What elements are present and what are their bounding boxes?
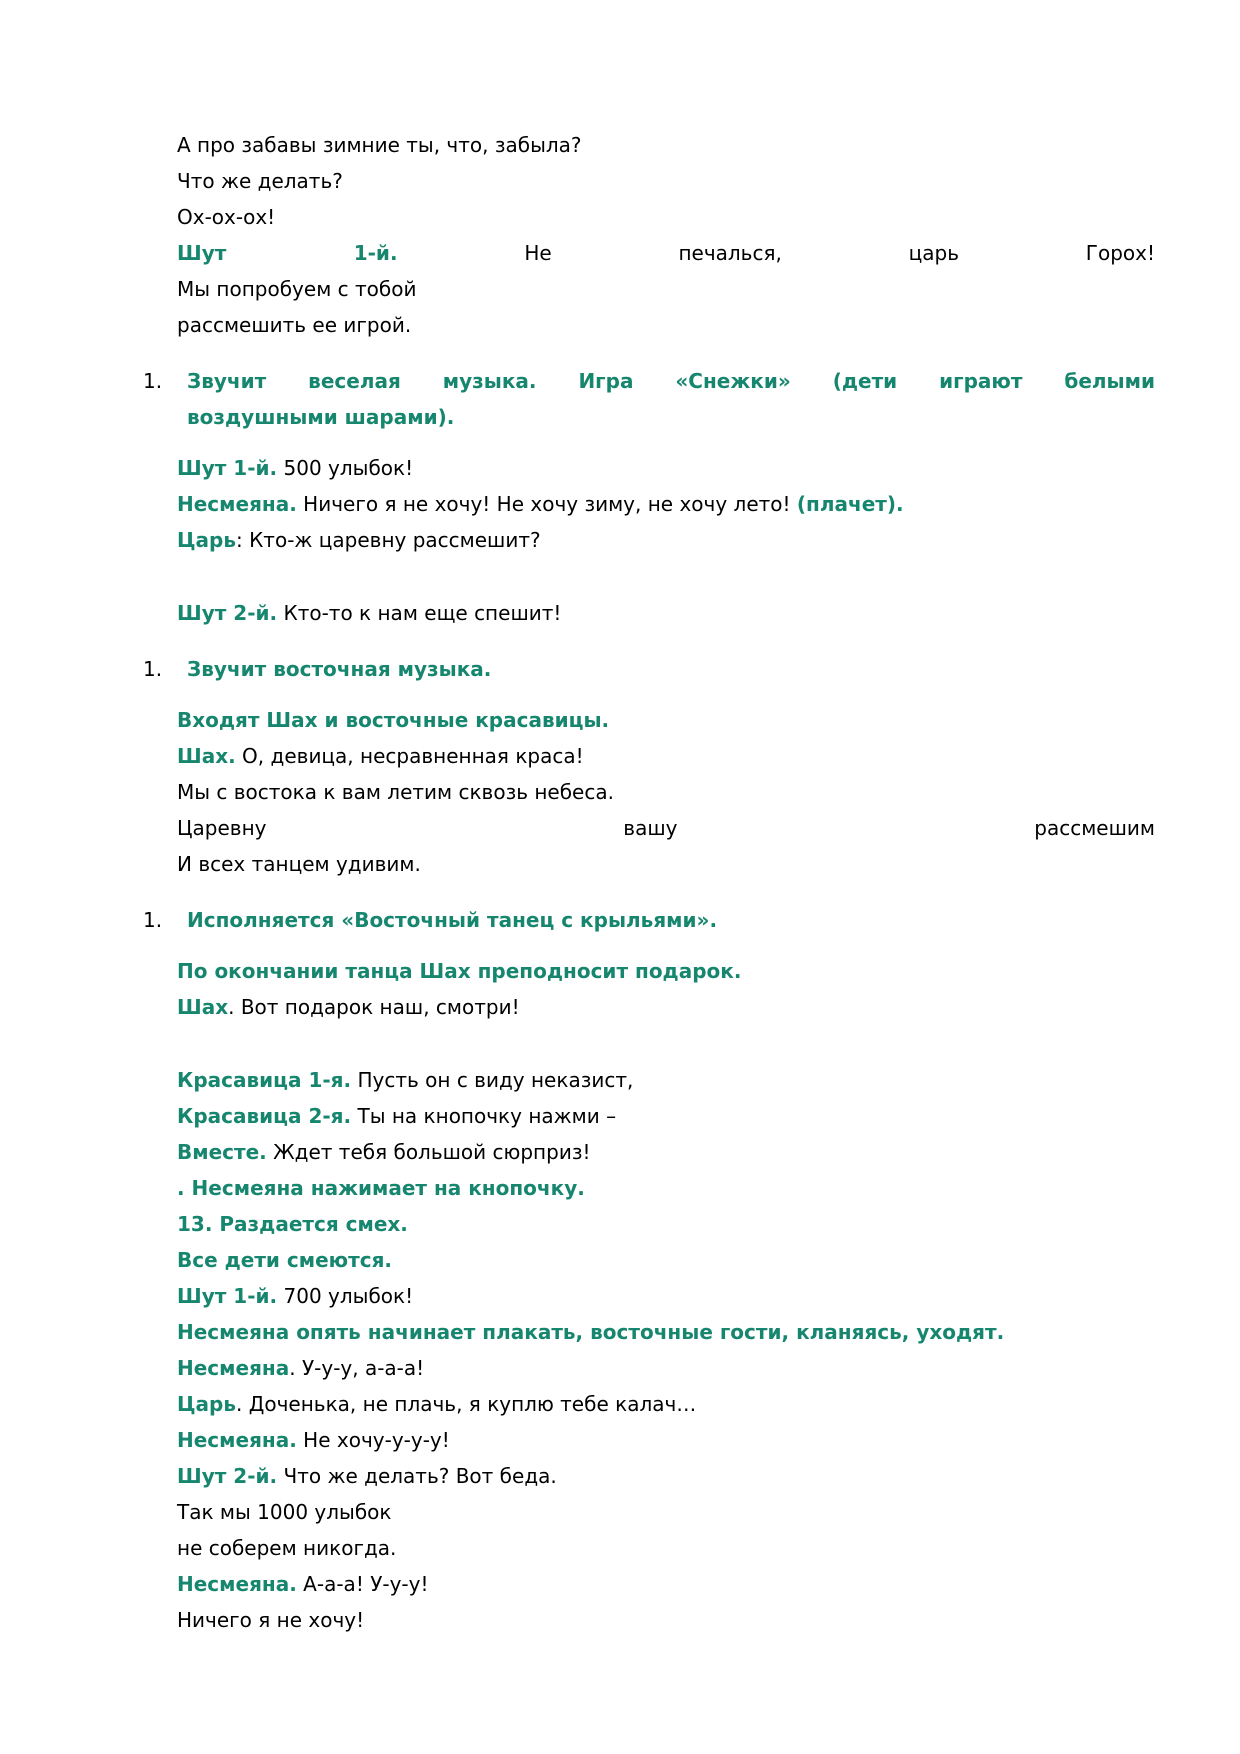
speaker-or-stage-text: Несмеяна. <box>177 492 297 516</box>
script-line <box>177 450 1155 486</box>
script-line <box>177 1062 1155 1098</box>
numbered-stage-direction <box>143 651 1155 687</box>
dialogue-text: 700 улыбок! <box>277 1284 414 1308</box>
dialogue-text: И всех танцем удивим. <box>177 852 421 876</box>
stage-direction-text <box>187 651 1155 687</box>
script-line <box>177 738 1155 774</box>
blank-line <box>177 558 1155 595</box>
script-line <box>187 902 1155 938</box>
list-number: 1. <box>143 369 163 393</box>
dialogue-text: А про забавы зимние ты, что, забыла? <box>177 133 582 157</box>
dialogue-text: . Доченька, не плачь, я куплю тебе калач… <box>236 1392 697 1416</box>
script-line <box>177 1602 1155 1638</box>
dialogue-text: Ох-ох-ох! <box>177 205 276 229</box>
dialogue-text: Мы попробуем с тобой <box>177 277 417 301</box>
script-line <box>177 1278 1155 1314</box>
dialogue-text: Кто-то к нам еще спешит! <box>277 601 562 625</box>
speaker-or-stage-text: (плачет). <box>796 492 904 516</box>
speaker-or-stage-text: Шах. <box>177 744 236 768</box>
script-line <box>177 271 1155 307</box>
list-number: 1. <box>143 908 163 932</box>
speaker-or-stage-text: Несмеяна опять начинает плакать, восточные гости, кланяясь, уходят. <box>177 1320 1005 1344</box>
script-line <box>177 1566 1155 1602</box>
script-line <box>177 595 1155 631</box>
script-line <box>177 1242 1155 1278</box>
script-line <box>177 774 1155 810</box>
dialogue-text: 500 улыбок! <box>277 456 414 480</box>
speaker-or-stage-text: Шут 2-й. <box>177 1464 278 1488</box>
speaker-or-stage-text: Входят Шах и восточные красавицы. <box>177 708 610 732</box>
dialogue-text: О, девица, несравненная краса! <box>235 744 584 768</box>
speaker-or-stage-text: Красавица 1-я. <box>177 1068 352 1092</box>
dialogue-text: . У-у-у, а-а-а! <box>289 1356 425 1380</box>
speaker-or-stage-text: Несмеяна <box>177 1356 290 1380</box>
stage-direction-text <box>187 902 1155 938</box>
speaker-or-stage-text: Шах <box>177 995 229 1019</box>
dialogue-text: Ничего я не хочу! <box>177 1608 365 1632</box>
script-line <box>177 307 1155 343</box>
script-line <box>177 235 1155 271</box>
script-line <box>177 163 1155 199</box>
script-line <box>177 1170 1155 1206</box>
script-line <box>177 702 1155 738</box>
speaker-or-stage-text: Все дети смеются. <box>177 1248 393 1272</box>
speaker-or-stage-text: Исполняется «Восточный танец с крыльями». <box>187 908 718 932</box>
script-line <box>177 127 1155 163</box>
dialogue-text: рассмешить ее игрой. <box>177 313 412 337</box>
speaker-or-stage-text: Шут 2-й. <box>177 601 278 625</box>
script-line <box>177 1206 1155 1242</box>
script-line <box>187 651 1155 687</box>
speaker-or-stage-text: Царь <box>177 528 237 552</box>
numbered-stage-direction <box>143 902 1155 938</box>
blank-line <box>177 1025 1155 1062</box>
dialogue-text: : Кто-ж царевну рассмешит? <box>236 528 541 552</box>
dialogue-text: Царевну вашу рассмешим <box>177 816 1155 840</box>
speaker-or-stage-text: Шут 1-й. <box>177 1284 278 1308</box>
dialogue-text: Ты на кнопочку нажми – <box>351 1104 617 1128</box>
dialogue-text: Так мы 1000 улыбок <box>177 1500 392 1524</box>
dialogue-text: Не хочу-у-у-у! <box>296 1428 450 1452</box>
speaker-or-stage-text: Несмеяна. <box>177 1572 297 1596</box>
dialogue-text: Ждет тебя большой сюрприз! <box>266 1140 591 1164</box>
speaker-or-stage-text: воздушными шарами). <box>187 405 455 429</box>
script-line <box>187 399 1155 435</box>
dialogue-text: Не печалься, царь Горох! <box>397 241 1155 265</box>
dialogue-text: Что же делать? <box>177 169 343 193</box>
script-line <box>187 363 1155 399</box>
dialogue-text: . Вот подарок наш, смотри! <box>228 995 520 1019</box>
script-line <box>177 1494 1155 1530</box>
script-line <box>177 1458 1155 1494</box>
speaker-or-stage-text: По окончании танца Шах преподносит подарок. <box>177 959 742 983</box>
speaker-or-stage-text: . Несмеяна нажимает на кнопочку. <box>177 1176 585 1200</box>
script-body <box>143 127 1155 1638</box>
numbered-stage-direction <box>143 363 1155 435</box>
speaker-or-stage-text: 13. Раздается смех. <box>177 1212 408 1236</box>
dialogue-text: Пусть он с виду неказист, <box>351 1068 634 1092</box>
script-line <box>177 989 1155 1025</box>
dialogue-text: А-а-а! У-у-у! <box>296 1572 429 1596</box>
dialogue-text: не соберем никогда. <box>177 1536 397 1560</box>
script-line <box>177 1350 1155 1386</box>
speaker-or-stage-text: Звучит веселая музыка. Игра «Снежки» (дети играют белыми <box>187 369 1155 393</box>
speaker-or-stage-text: Несмеяна. <box>177 1428 297 1452</box>
dialogue-text: Ничего я не хочу! Не хочу зиму, не хочу лето! <box>296 492 797 516</box>
speaker-or-stage-text: Вместе. <box>177 1140 267 1164</box>
script-line <box>177 1386 1155 1422</box>
script-line <box>177 846 1155 882</box>
script-line <box>177 1314 1155 1350</box>
list-number: 1. <box>143 657 163 681</box>
script-line <box>177 1134 1155 1170</box>
script-line <box>177 1530 1155 1566</box>
script-line <box>177 810 1155 846</box>
script-line <box>177 522 1155 558</box>
script-line <box>177 953 1155 989</box>
speaker-or-stage-text: Красавица 2-я. <box>177 1104 352 1128</box>
speaker-or-stage-text: Царь <box>177 1392 237 1416</box>
script-line <box>177 199 1155 235</box>
speaker-or-stage-text: Шут 1-й. <box>177 241 398 265</box>
stage-direction-text <box>187 363 1155 435</box>
speaker-or-stage-text: Шут 1-й. <box>177 456 278 480</box>
speaker-or-stage-text: Звучит восточная музыка. <box>187 657 492 681</box>
dialogue-text: Мы с востока к вам летим сквозь небеса. <box>177 780 614 804</box>
script-line <box>177 1422 1155 1458</box>
script-line <box>177 1098 1155 1134</box>
dialogue-text: Что же делать? Вот беда. <box>277 1464 557 1488</box>
script-line <box>177 486 1155 522</box>
